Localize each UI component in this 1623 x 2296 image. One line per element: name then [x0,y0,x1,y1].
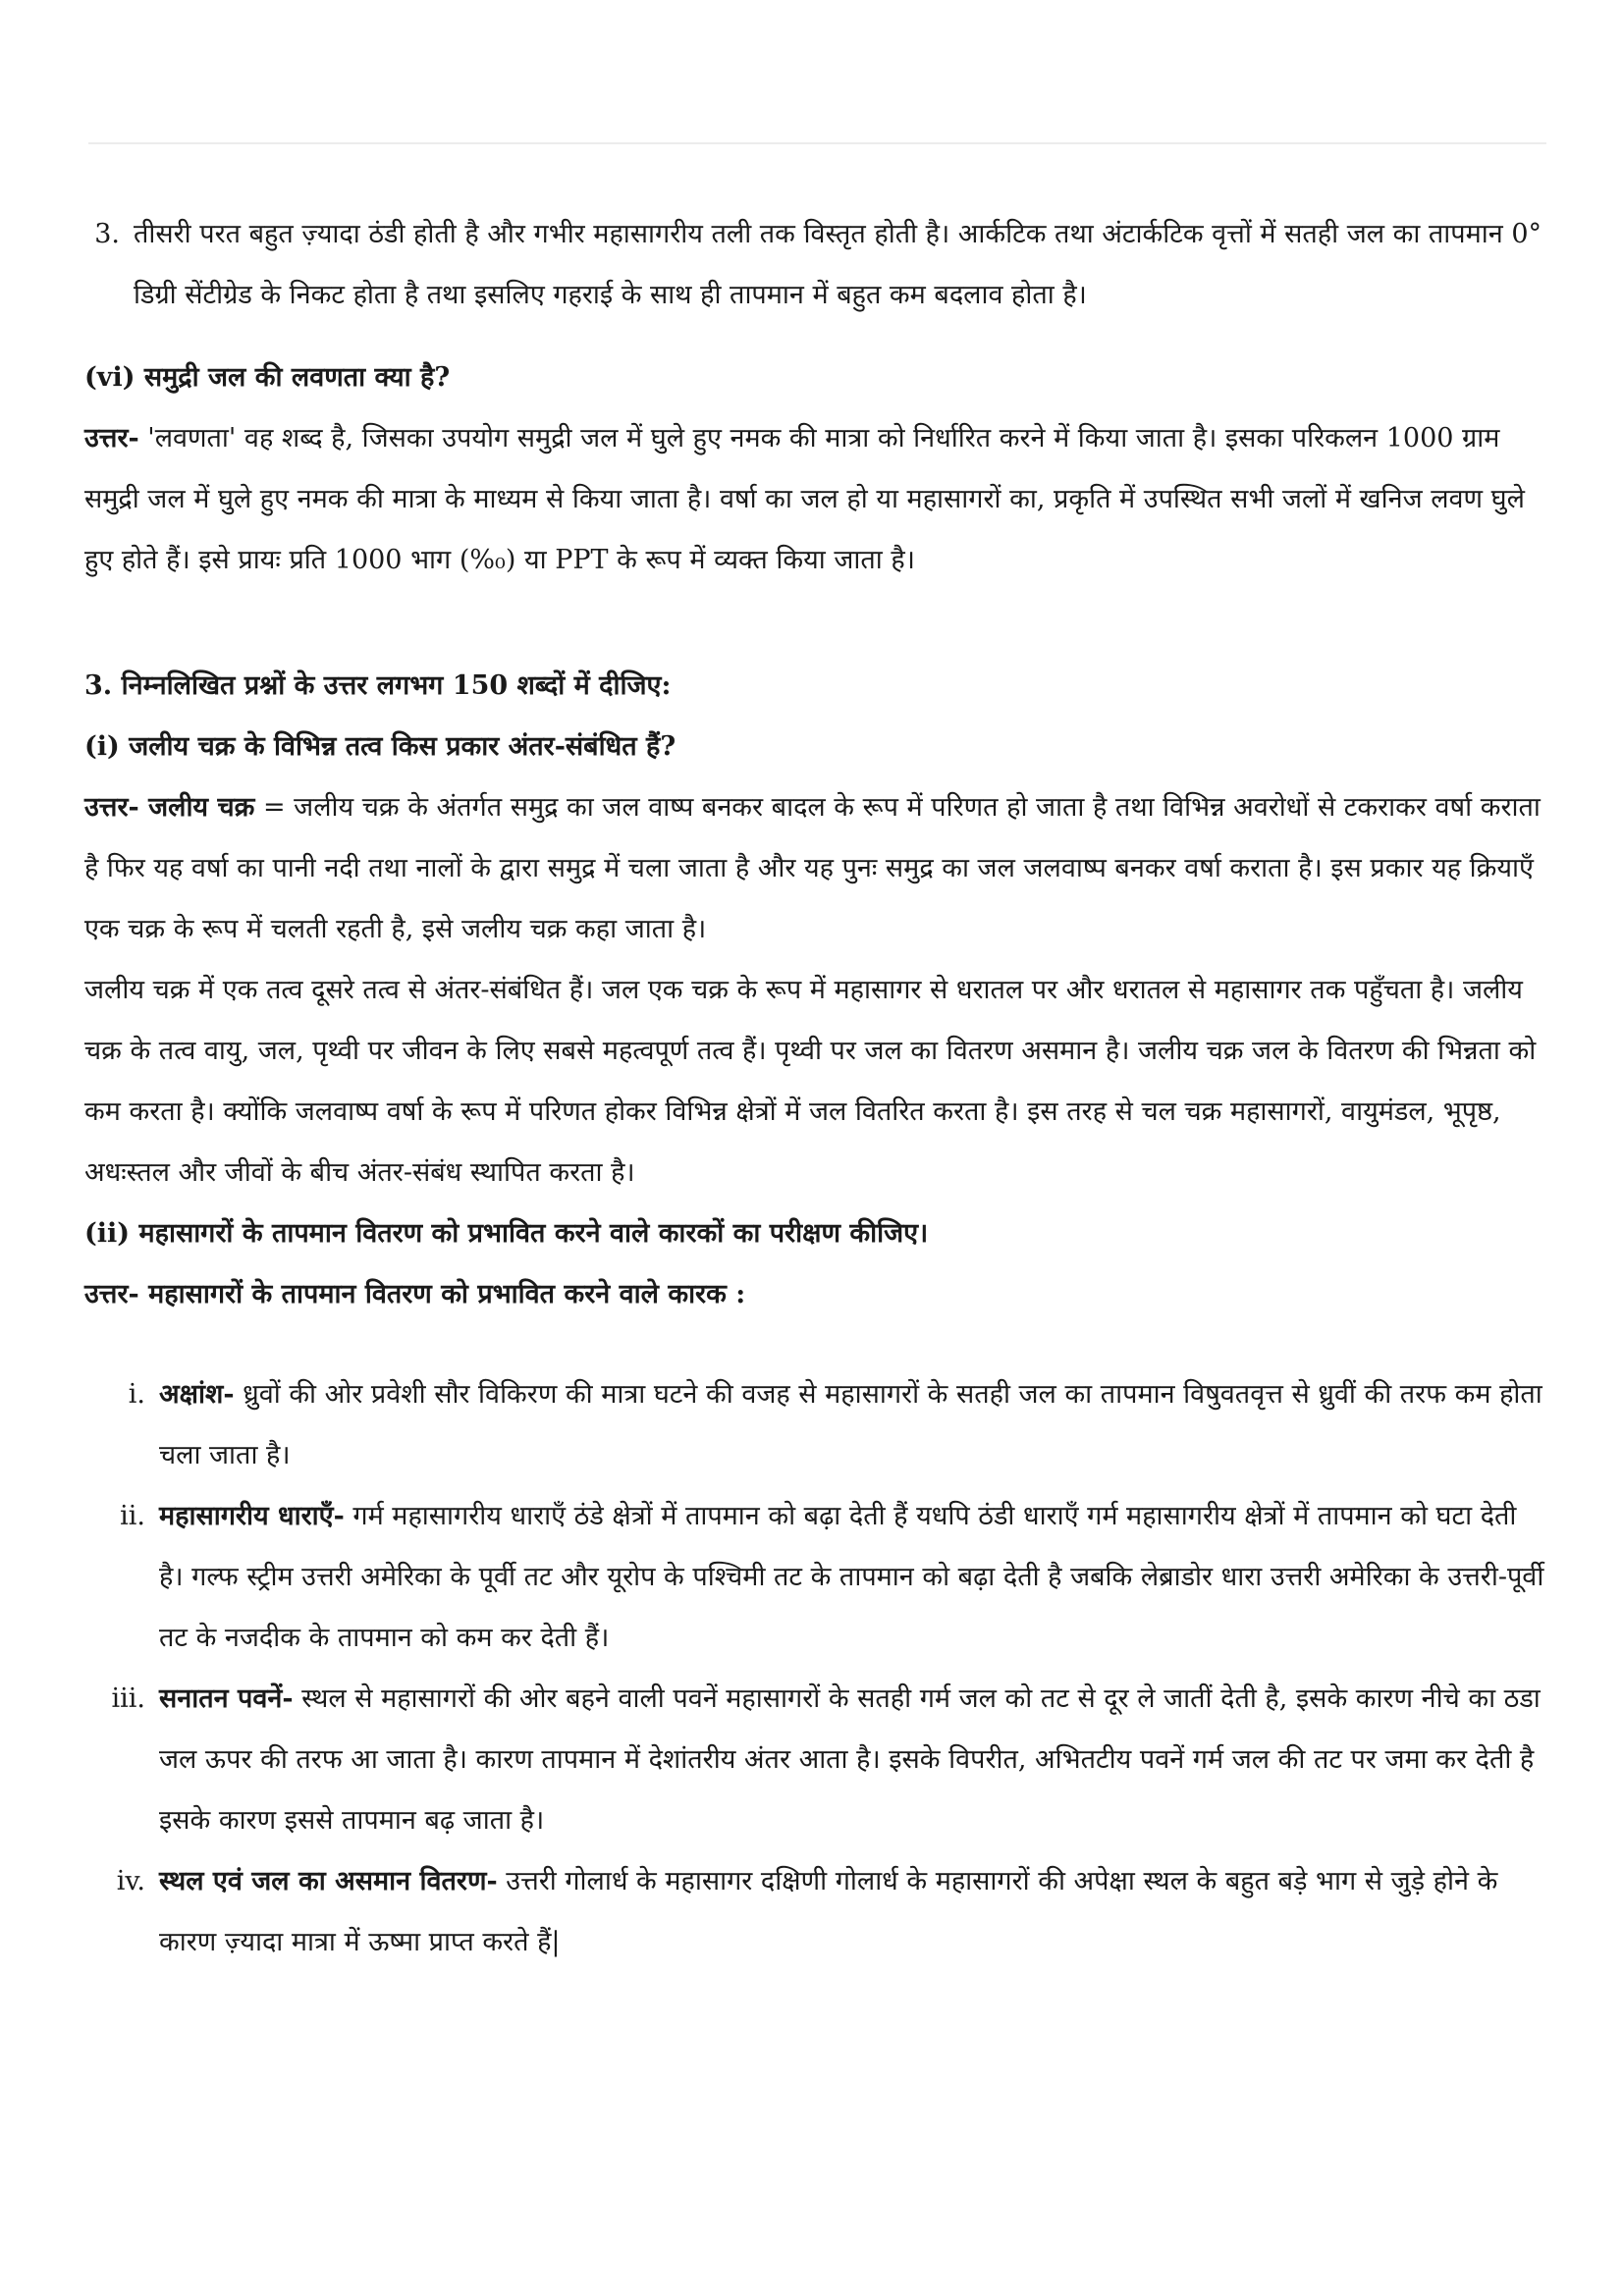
factors-list [84,1364,1547,1973]
question-ii: (ii) महासागरों के तापमान वितरण को प्रभावित करने वाले कारकों का परीक्षण कीजिए। [84,1218,929,1249]
intro-list [84,204,1547,326]
answer-vi [84,408,1547,591]
section-heading: 3. निम्नलिखित प्रश्नों के उत्तर लगभग 150 शब्दों में दीजिए: [84,670,672,701]
factor-description: ध्रुवों की ओर प्रवेशी सौर विकिरण की मात्रा घटने की वजह से महासागरों के सतही जल का तापमान विषुवतवृत्त से ध्रुवीं की तरफ कम होता चला जाता है। [159,1379,1542,1470]
list-item-text: तीसरी परत बहुत ज़्यादा ठंडी होती है और गभीर महासागरीय तली तक विस्तृत होती है। आर्कटिक तथा अंटार्कटिक वृत्तों में सतही जल का तापमान 0° डिग्री सेंटीग्रेड के निकट होता है तथा इसलिए गहराई के साथ ही तापमान में बहुत कम बदलाव होता है। [134,219,1542,310]
list-item-text [159,1486,1547,1669]
factor-description: उत्तरी गोलार्ध के महासागर दक्षिणी गोलार्ध के महासागरों की अपेक्षा स्थल के बहुत बड़े भाग से जुड़े होने के कारण ज़्यादा मात्रा में ऊष्मा प्राप्त करते हैं| [159,1866,1498,1957]
answer-i-paragraph-2: जलीय चक्र में एक तत्व दूसरे तत्व से अंतर-संबंधित हैं। जल एक चक्र के रूप में महासागर से धरातल पर और धरातल से महासागर तक पहुँचता है। जलीय चक्र के तत्व वायु, जल, पृथ्वी पर जीवन के लिए सबसे महत्वपूर्ण तत्व हैं। पृथ्वी पर जल का वितरण असमान है। जलीय चक्र जल के वितरण की भिन्नता को कम करता है। क्योंकि जलवाष्प वर्षा के रूप में परिणत होकर विभिन्न क्षेत्रों में जल वितरित करता है। इस तरह से चल चक्र महासागरों, वायुमंडल, भूपृष्ठ, अधःस्तल और जीवों के बीच अंतर-संबंध स्थापित करता है। [84,975,1537,1188]
list-marker: 3. [94,219,120,249]
list-marker: iv. [116,1866,145,1896]
list-item-text [159,1669,1547,1851]
list-marker: ii. [120,1501,145,1531]
list-item [84,1851,1547,1973]
answer-text: 'लवणता' वह शब्द है, जिसका उपयोग समुद्री जल में घुले हुए नमक की मात्रा को निर्धारित करने में किया जाता है। इसका परिकलन 1000 ग्राम समुद्री जल में घुले हुए नमक की मात्रा के माध्यम से किया जाता है। वर्षा का जल हो या महासागरों का, प्रकृति में उपस्थित सभी जलों में खनिज लवण घुले हुए होते हैं। इसे प्रायः प्रति 1000 भाग (%₀) या PPT के रूप में व्यक्त किया जाता है। [84,423,1525,575]
list-item-text [159,1851,1547,1973]
answer-i [84,777,1547,960]
list-item [84,1364,1547,1486]
list-marker: iii. [111,1683,145,1714]
factor-term: सनातन पवनें- [159,1683,294,1714]
list-item [84,204,1547,326]
factor-description: गर्म महासागरीय धाराएँ ठंडे क्षेत्रों में तापमान को बढ़ा देती हैं यधपि ठंडी धाराएँ गर्म महासागरीय क्षेत्रों में तापमान को घटा देती है। गल्फ स्ट्रीम उत्तरी अमेरिका के पूर्वी तट और यूरोप के पश्चिमी तट के तापमान को बढ़ा देती है जबकि लेब्राडोर धारा उत्तरी अमेरिका के उत्तरी-पूर्वी तट के नजदीक के तापमान को कम कर देती हैं। [159,1501,1544,1653]
answer-label: उत्तर- [84,423,139,454]
list-item [84,1669,1547,1851]
factor-description: स्थल से महासागरों की ओर बहने वाली पवनें महासागरों के सतही गर्म जल को तट से दूर ले जातीं देती है, इसके कारण नीचे का ठडा जल ऊपर की तरफ आ जाता है। कारण तापमान में देशांतरीय अंतर आता है। इसके विपरीत, अभितटीय पवनें गर्म जल की तट पर जमा कर देती है इसके कारण इससे तापमान बढ़ जाता है। [159,1683,1541,1836]
factor-term: अक्षांश- [159,1379,235,1410]
answer-ii-heading: उत्तर- महासागरों के तापमान वितरण को प्रभावित करने वाले कारक : [84,1279,746,1309]
list-marker: i. [128,1379,145,1410]
question-vi: (vi) समुद्री जल की लवणता क्या है? [84,362,451,393]
list-item-text [159,1364,1547,1486]
answer-text: = जलीय चक्र के अंतर्गत समुद्र का जल वाष्प बनकर बादल के रूप में परिणत हो जाता है तथा विभिन्न अवरोधों से टकराकर वर्षा कराता है फिर यह वर्षा का पानी नदी तथा नालों के द्वारा समुद्र में चला जाता है और यह पुनः समुद्र का जल जलवाष्प बनकर वर्षा कराता है। इस प्रकार यह क्रियाएँ एक चक्र के रूप में चलती रहती है, इसे जलीय चक्र कहा जाता है। [84,792,1541,944]
factor-term: स्थल एवं जल का असमान वितरण- [159,1866,498,1896]
answer-label: उत्तर- जलीय चक्र [84,792,255,823]
top-divider [88,142,1546,144]
document-body [84,204,1547,1973]
list-item [84,1486,1547,1669]
factor-term: महासागरीय धाराएँ- [159,1501,345,1531]
question-i: (i) जलीय चक्र के विभिन्न तत्व किस प्रकार अंतर-संबंधित हैं? [84,731,676,762]
